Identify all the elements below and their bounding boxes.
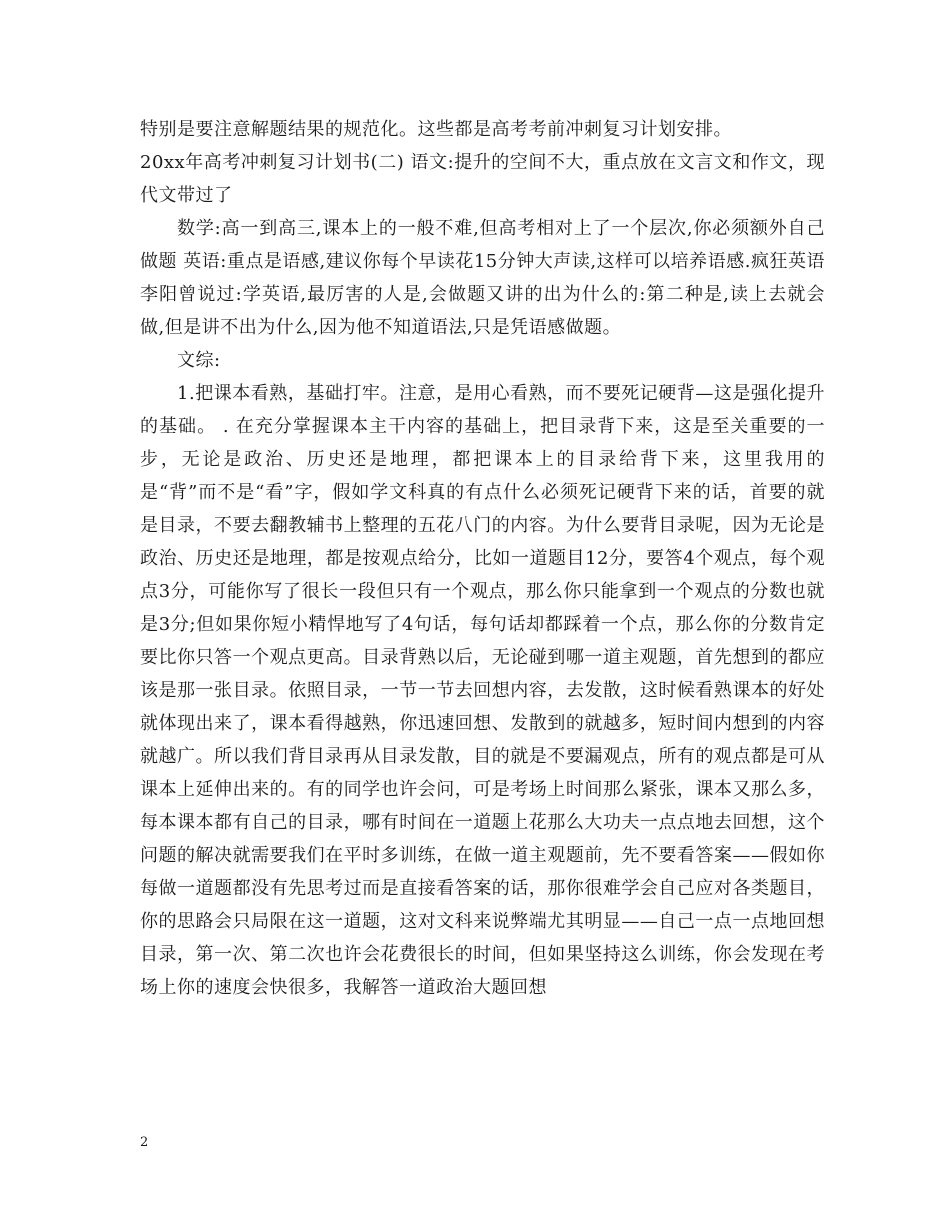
paragraph-plan-title-chinese: 20xx年高考冲刺复习计划书(二) 语文:提升的空间不大，重点放在文言文和作文，现代文带过了	[140, 152, 825, 206]
paragraph-wenzong-point-1: 1.把课本看熟，基础打牢。注意，是用心看熟，而不要死记硬背—这是强化提升的基础。 . 在充分掌握课本主干内容的基础上，把目录背下来，这是至关重要的一步，无论是政治、历史还是地理，都把课本上的目录给背下来，这里我用的是“背”而不是“看”字，假如学文科真的有点什么必须死记硬背下来的话，首要的就是目录，不要去翻教辅书上整理的五花八门的内容。为什么要背目录呢，因为无论是政治、历史还是地理，都是按观点给分，比如一道题目12分，要答4个观点，每个观点3分，可能你写了很长一段但只有一个观点，那么你只能拿到一个观点的分数也就是3分;但如果你短小精悍地写了4句话，每句话却都踩着一个点，那么你的分数肯定要比你只答一个观点更高。目录背熟以后，无论碰到哪一道主观题，首先想到的都应该是那一张目录。依照目录，一节一节去回想内容，去发散，这时候看熟课本的好处就体现出来了，课本看得越熟，你迅速回想、发散到的就越多，短时间内想到的内容就越广。所以我们背目录再从目录发散，目的就是不要漏观点，所有的观点都是可从课本上延伸出来的。有的同学也许会问，可是考场上时间那么紧张，课本又那么多，每本课本都有自己的目录，哪有时间在一道题上花那么大功夫一点点地去回想，这个问题的解决就需要我们在平时多训练，在做一道主观题前，先不要看答案——假如你每做一道题都没有先思考过而是直接看答案的话，那你很难学会自己应对各类题目，你的思路会只局限在这一道题，这对文科来说弊端尤其明显——自己一点一点地回想目录，第一次、第二次也许会花费很长的时间，但如果坚持这么训练，你会发现在考场上你的速度会快很多，我解答一道政治大题回想	[140, 383, 825, 998]
paragraph-closing-note: 特别是要注意解题结果的规范化。这些都是高考考前冲刺复习计划安排。	[140, 119, 732, 140]
paragraph-wenzong-heading: 文综:	[177, 350, 221, 371]
page-number: 2	[140, 1135, 149, 1150]
document-body	[140, 113, 825, 1004]
paragraph-math-english: 数学:高一到高三,课本上的一般不难,但高考相对上了一个层次,你必须额外自己做题 英语:重点是语感,建议你每个早读花15分钟大声读,这样可以培养语感.疯狂英语李阳曾说过:学英语,最厉害的人是,会做题又讲的出为什么的:第二种是,读上去就会做,但是讲不出为什么,因为他不知道语法,只是凭语感做题。	[140, 218, 825, 338]
